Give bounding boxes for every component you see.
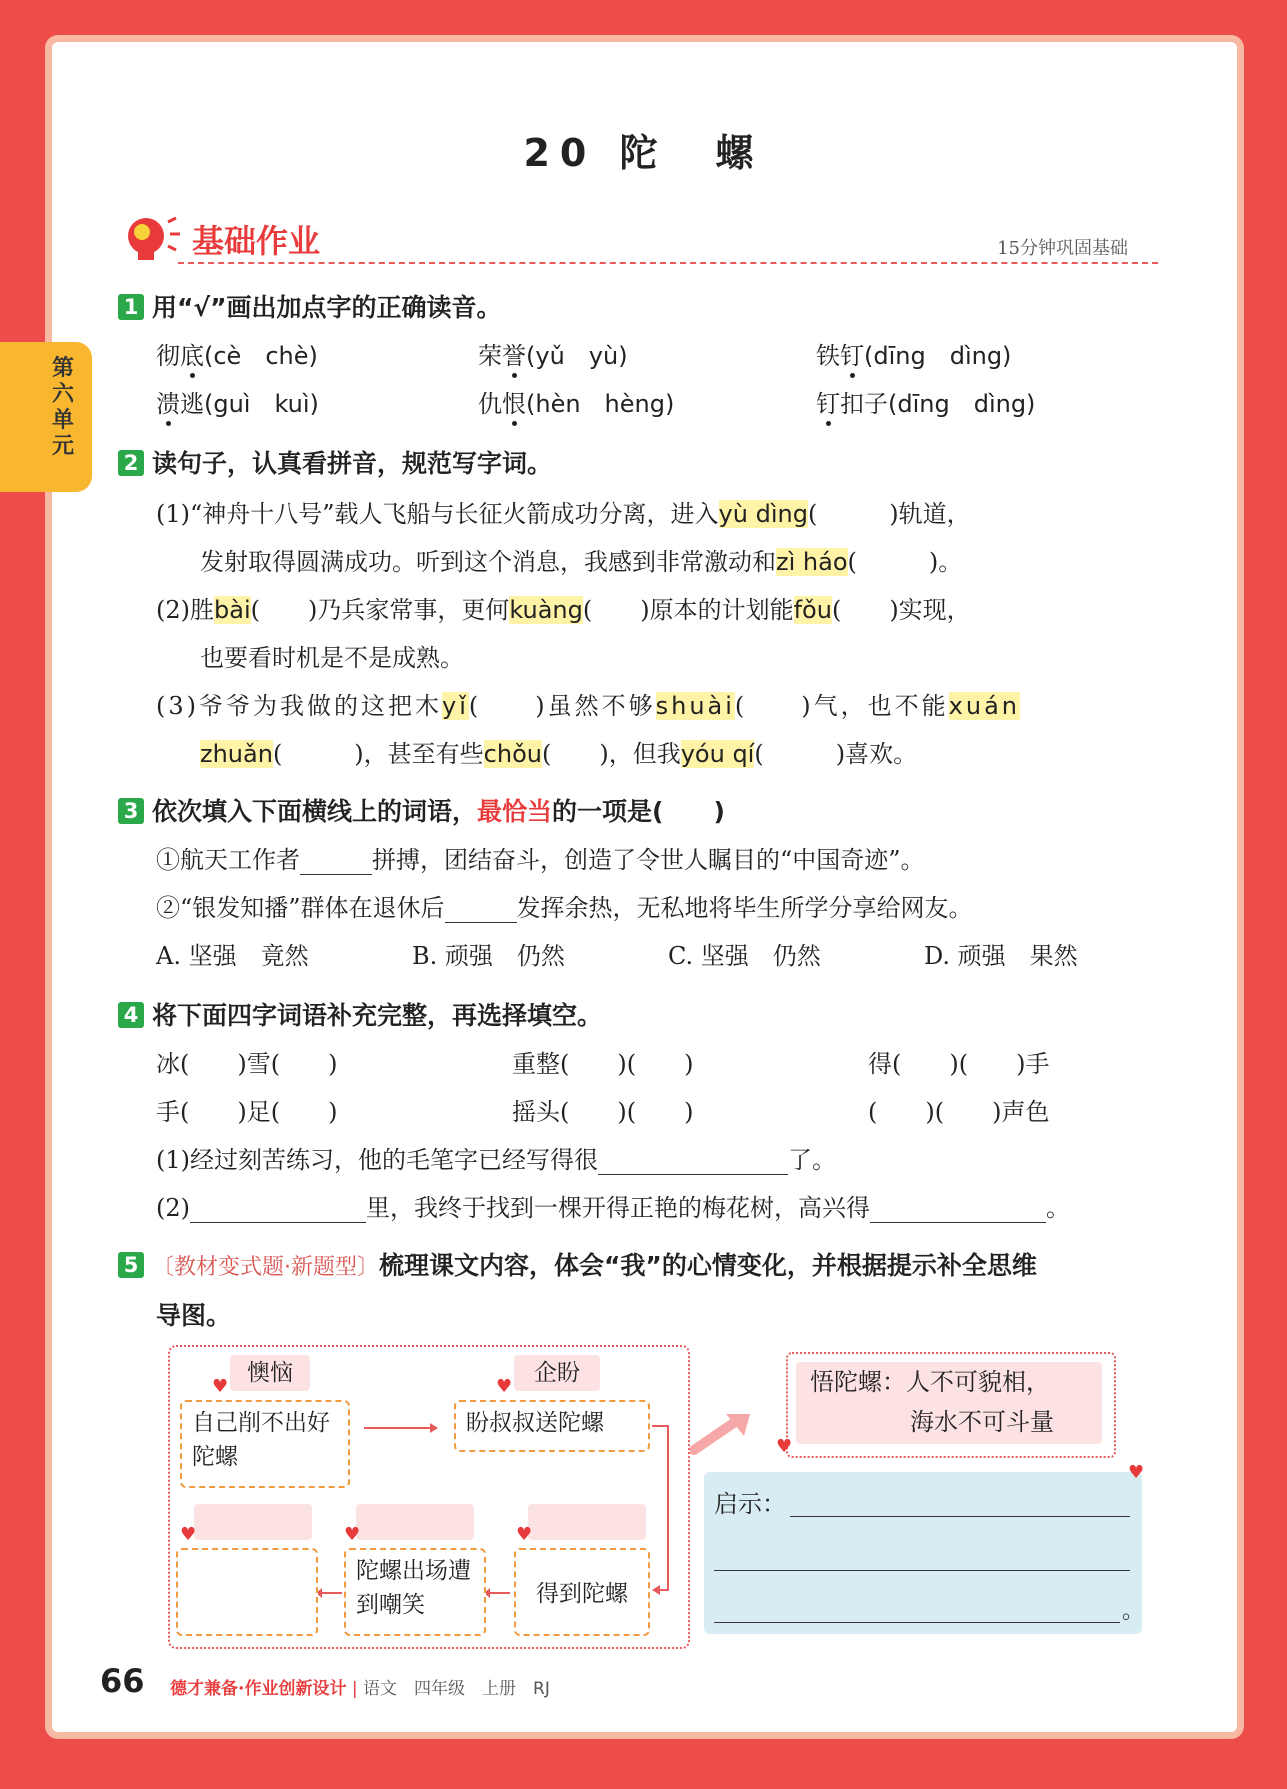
q4-word-3: 得( )( )手: [868, 1050, 1050, 1078]
map-box-3: 得到陀螺: [514, 1548, 650, 1636]
unit-label: 第六单元: [52, 356, 75, 459]
q2-line-1: (1)“神舟十八号”载人飞船与长征火箭成功分离，进入yù dìng( )轨道，: [156, 500, 971, 528]
q3-option-c[interactable]: C. 坚强 仍然: [668, 942, 821, 970]
q3-option-b[interactable]: B. 顽强 仍然: [412, 942, 565, 970]
footer-brand: 德才兼备·作业创新设计: [170, 1679, 347, 1699]
q1-item-5: 仇恨(hèn hèng): [478, 390, 675, 418]
q4-sentence-2: (2) 里，我终于找到一棵开得正艳的梅花树，高兴得 。: [156, 1194, 1070, 1222]
insight-line-1: 悟陀螺：人不可貌相，: [810, 1368, 1050, 1396]
heart-icon: ♥: [1128, 1462, 1145, 1483]
arrow-left-icon: [316, 1586, 346, 1600]
q1-item-6: 钉扣子(dīng dìng): [816, 390, 1036, 418]
q1-item-1: 彻底(cè chè): [156, 342, 318, 370]
q4-number: 4: [118, 1002, 144, 1028]
q2-line-2: 发射取得圆满成功。听到这个消息，我感到非常激动和zì háo( )。: [200, 548, 963, 576]
emotion-blank-3[interactable]: [528, 1504, 646, 1540]
q4-sentence-1: (1)经过刻苦练习，他的毛笔字已经写得很 了。: [156, 1146, 836, 1174]
heart-icon: ♥: [180, 1524, 197, 1545]
page-number: 66: [100, 1662, 145, 1700]
q4-word-6: ( )( )声色: [868, 1098, 1050, 1126]
q1-prompt: 用“√”画出加点字的正确读音。: [152, 293, 502, 322]
section-note: 15分钟巩固基础: [997, 238, 1128, 259]
enlighten-line-2[interactable]: [714, 1570, 1130, 1571]
footer: 德才兼备·作业创新设计 | 语文 四年级 上册 RJ: [170, 1679, 550, 1699]
q5-number: 5: [118, 1252, 144, 1278]
q5-prompt: 梳理课文内容，体会“我”的心情变化，并根据提示补全思维: [379, 1251, 1037, 1280]
map-box-2: 盼叔叔送陀螺: [454, 1400, 650, 1452]
enlighten-label: 启示：: [714, 1490, 786, 1518]
enlighten-line-3[interactable]: [714, 1622, 1120, 1623]
q5-title: [118, 1246, 1037, 1282]
q3-option-a[interactable]: A. 坚强 竟然: [156, 942, 309, 970]
heart-icon: ♥: [344, 1524, 361, 1545]
bulb-icon: [118, 212, 182, 266]
emotion-label-2: 企盼: [514, 1355, 600, 1391]
q5-tag: 〔教材变式题·新题型〕: [152, 1255, 379, 1280]
heart-icon: ♥: [496, 1376, 513, 1397]
map-box-1: 自己削不出好陀螺: [180, 1400, 350, 1488]
q1-item-4: 溃逃(guì kuì): [156, 390, 319, 418]
q4-blank-1[interactable]: [598, 1146, 788, 1175]
q1-item-2: 荣誉(yǔ yù): [478, 342, 628, 370]
page-title: 20 陀 螺: [523, 131, 764, 175]
q3-blank-2[interactable]: [445, 894, 517, 923]
q4-blank-2[interactable]: [190, 1194, 366, 1223]
section-header: [118, 212, 1158, 268]
emotion-blank-2[interactable]: [356, 1504, 474, 1540]
insight-line-2: 海水不可斗量: [910, 1408, 1054, 1436]
q4-word-4: 手( )足( ): [156, 1098, 338, 1126]
q4-blank-3[interactable]: [870, 1194, 1046, 1223]
unit-side-tab: [0, 342, 92, 492]
q4-title: [118, 996, 602, 1032]
q1-item-3: 铁钉(dīng dìng): [816, 342, 1012, 370]
q4-word-2: 重整( )( ): [512, 1050, 694, 1078]
enlighten-line-1[interactable]: [790, 1516, 1130, 1517]
section-title: 基础作业: [192, 222, 321, 260]
heart-icon: ♥: [212, 1376, 229, 1397]
emotion-blank-1[interactable]: [194, 1504, 312, 1540]
arrow-up-right-icon: [690, 1410, 752, 1456]
q3-sentence-1: ①航天工作者 拼搏，团结奋斗，创造了令世人瞩目的“中国奇迹”。: [156, 846, 925, 874]
map-box-4: 陀螺出场遭到嘲笑: [344, 1548, 486, 1636]
q4-word-1: 冰( )雪( ): [156, 1050, 338, 1078]
q2-title: [118, 444, 552, 480]
q3-blank-1[interactable]: [300, 846, 372, 875]
q2-line-5: (3)爷爷为我做的这把木yǐ( )虽然不够shuài( )气，也不能xuán: [156, 692, 1020, 720]
q3-option-d[interactable]: D. 顽强 果然: [924, 942, 1078, 970]
emotion-label-1: 懊恼: [230, 1355, 310, 1391]
q3-title: 3 依次填入下面横线上的词语，最恰当的一项是( ): [118, 792, 725, 828]
q3-number: 3: [118, 798, 144, 824]
q2-number: 2: [118, 450, 144, 476]
insight-box: [796, 1362, 1102, 1444]
q5-prompt-cont: 导图。: [156, 1301, 232, 1330]
q2-line-4: 也要看时机是不是成熟。: [200, 644, 464, 672]
q4-prompt: 将下面四字词语补充完整，再选择填空。: [152, 1001, 603, 1030]
q1-number: 1: [118, 294, 144, 320]
arrow-right-icon: [360, 1418, 440, 1438]
q2-prompt: 读句子，认真看拼音，规范写字词。: [152, 449, 553, 478]
q1-title: [118, 288, 502, 324]
q2-line-6: zhuǎn( )，甚至有些chǒu( )，但我yóu qí( )喜欢。: [200, 740, 918, 768]
map-box-5[interactable]: [176, 1548, 318, 1636]
footer-info: 语文 四年级 上册 RJ: [363, 1679, 550, 1699]
q2-line-3: (2)胜bài( )乃兵家常事，更何kuàng( )原本的计划能fǒu( )实现，: [156, 596, 971, 624]
connector-down-icon: [650, 1420, 686, 1600]
section-divider: [178, 262, 1158, 264]
q3-emphasis: 最恰当: [477, 797, 553, 826]
heart-icon: ♥: [776, 1436, 793, 1457]
enlighten-panel: [704, 1472, 1145, 1634]
arrow-left-icon: [484, 1586, 514, 1600]
q4-word-5: 摇头( )( ): [512, 1098, 694, 1126]
heart-icon: ♥: [516, 1524, 533, 1545]
q3-sentence-2: ②“银发知播”群体在退休后 发挥余热，无私地将毕生所学分享给网友。: [156, 894, 973, 922]
enlighten-end: 。: [1122, 1599, 1145, 1624]
